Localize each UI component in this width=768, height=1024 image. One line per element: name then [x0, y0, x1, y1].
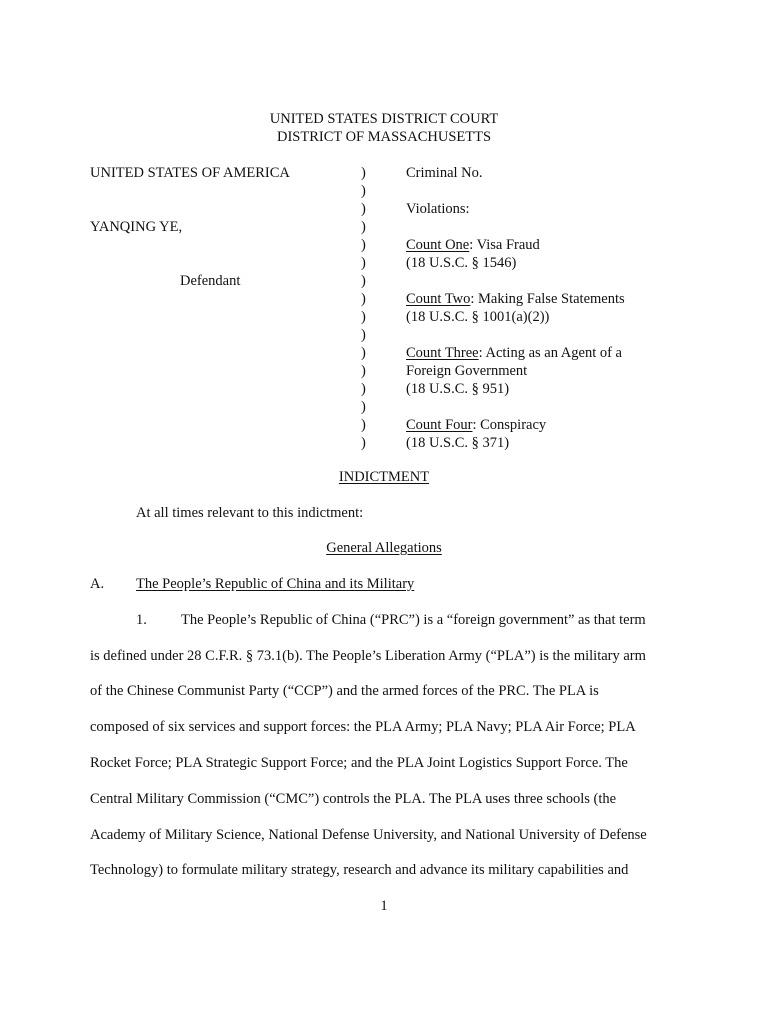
- paragraph-line: Academy of Military Science, National Defense University, and National University of Defense: [90, 827, 647, 843]
- general-allegations-heading: General Allegations: [326, 540, 442, 556]
- section-title: The People’s Republic of China and its Military: [136, 576, 415, 592]
- caption-paren: ): [361, 165, 366, 181]
- caption-paren: ): [361, 381, 366, 397]
- caption-paren: ): [361, 435, 366, 451]
- paragraph-line: Rocket Force; PLA Strategic Support Force; and the PLA Joint Logistics Support Force. The: [90, 755, 628, 771]
- section-letter: A.: [90, 576, 105, 592]
- caption-paren: ): [361, 345, 366, 361]
- paragraph-line: Technology) to formulate military strategy, research and advance its military capabilities and: [90, 862, 629, 878]
- plaintiff-name: UNITED STATES OF AMERICA: [90, 165, 290, 181]
- count-one: [406, 236, 540, 254]
- caption-paren: ): [361, 201, 366, 217]
- caption-paren: ): [361, 183, 366, 199]
- court-name: UNITED STATES DISTRICT COURT: [269, 111, 499, 127]
- count-description: : Visa Fraud: [469, 237, 540, 253]
- intro-sentence: At all times relevant to this indictment:: [136, 505, 364, 521]
- count-three: [406, 344, 622, 362]
- count-citation: (18 U.S.C. § 371): [406, 435, 510, 451]
- count-citation: (18 U.S.C. § 1546): [406, 255, 517, 271]
- caption-paren: ): [361, 417, 366, 433]
- indictment-heading: INDICTMENT: [338, 469, 430, 485]
- defendant-label: Defendant: [180, 273, 241, 289]
- paragraph-line: of the Chinese Communist Party (“CCP”) and the armed forces of the PRC. The PLA is: [90, 683, 599, 699]
- count-four: [406, 416, 546, 434]
- count-description: : Acting as an Agent of a: [478, 345, 622, 361]
- paragraph-line: Central Military Commission (“CMC”) controls the PLA. The PLA uses three schools (the: [90, 791, 617, 807]
- caption-paren: ): [361, 309, 366, 325]
- caption-paren: ): [361, 291, 366, 307]
- caption-paren: ): [361, 237, 366, 253]
- paragraph-line: composed of six services and support forces: the PLA Army; PLA Navy; PLA Air Force; PLA: [90, 719, 636, 735]
- count-citation: (18 U.S.C. § 1001(a)(2)): [406, 309, 550, 325]
- caption-paren: ): [361, 255, 366, 271]
- caption-paren: ): [361, 273, 366, 289]
- defendant-name: YANQING YE,: [90, 219, 183, 235]
- count-label: Count Four: [406, 417, 473, 433]
- caption-paren: ): [361, 327, 366, 343]
- paragraph-line: is defined under 28 C.F.R. § 73.1(b). The People’s Liberation Army (“PLA”) is the military arm: [90, 648, 646, 664]
- count-label: Count Three: [406, 345, 479, 361]
- paragraph-first-line: The People’s Republic of China (“PRC”) is a “foreign government” as that term: [181, 612, 646, 628]
- caption-paren: ): [361, 219, 366, 235]
- count-label: Count Two: [406, 291, 471, 307]
- violations-label: Violations:: [406, 201, 470, 217]
- count-two: [406, 290, 625, 308]
- criminal-no: Criminal No.: [406, 165, 483, 181]
- court-district: DISTRICT OF MASSACHUSETTS: [276, 129, 492, 145]
- count-label: Count One: [406, 237, 470, 253]
- page-number: 1: [380, 898, 388, 914]
- paragraph-number: 1.: [136, 612, 147, 628]
- caption-paren: ): [361, 399, 366, 415]
- count-description-continued: Foreign Government: [406, 363, 528, 379]
- count-description: : Making False Statements: [470, 291, 625, 307]
- caption-paren: ): [361, 363, 366, 379]
- count-citation: (18 U.S.C. § 951): [406, 381, 510, 397]
- count-description: : Conspiracy: [472, 417, 547, 433]
